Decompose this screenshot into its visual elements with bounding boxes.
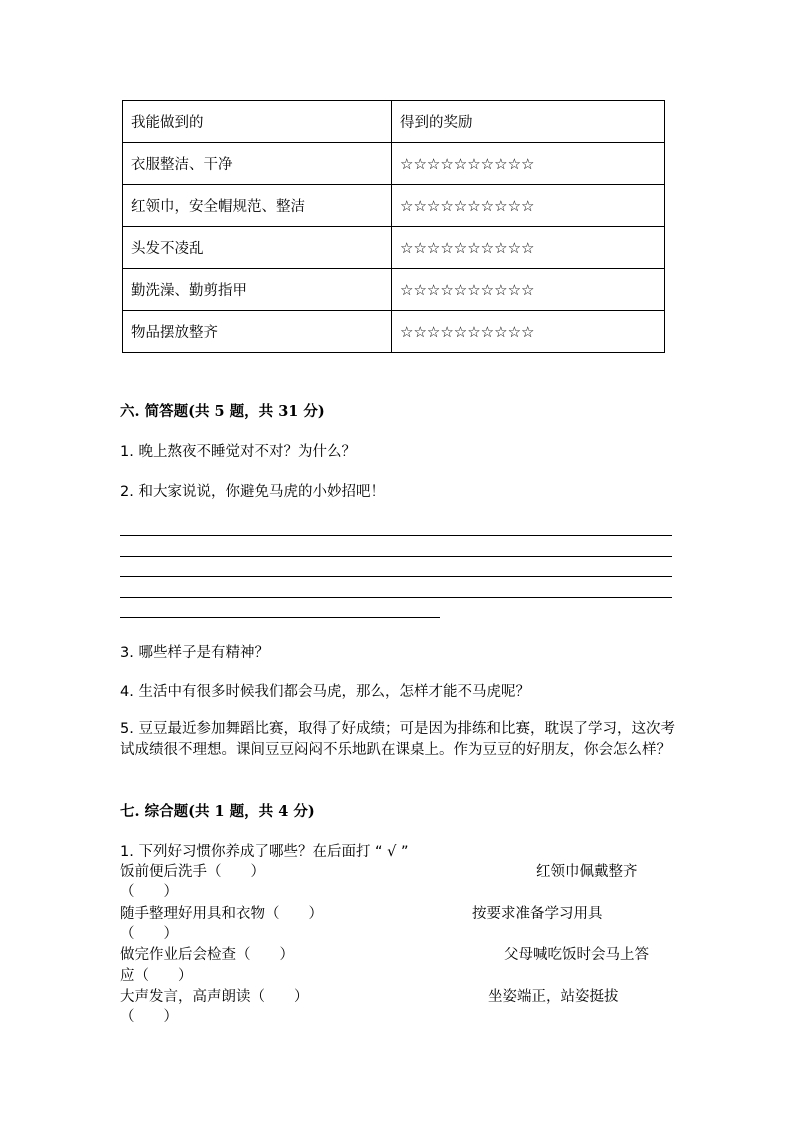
answer-line [120,617,440,618]
table-row [123,311,665,353]
table-row [123,269,665,311]
row-item: 物品摆放整齐 [123,311,392,353]
table-header-row [123,101,665,143]
section7-title: 七. 综合题(共 1 题，共 4 分) [120,803,315,820]
habit-item: （ ） [120,926,178,942]
header-reward: 得到的奖励 [392,101,665,143]
habit-item: 红领巾佩戴整齐 [536,864,638,880]
row-stars: ☆☆☆☆☆☆☆☆☆☆ [392,311,665,353]
answer-line [120,597,672,598]
section6-q3: 3. 哪些样子是有精神？ [120,645,269,661]
section7-q1: 1. 下列好习惯你养成了哪些？在后面打 “ √ ” [120,844,409,860]
row-stars: ☆☆☆☆☆☆☆☆☆☆ [392,185,665,227]
row-stars: ☆☆☆☆☆☆☆☆☆☆ [392,227,665,269]
row-item: 勤洗澡、勤剪指甲 [123,269,392,311]
reward-table [122,100,665,353]
habit-item: （ ） [120,884,178,900]
row-item: 头发不凌乱 [123,227,392,269]
row-item: 衣服整洁、干净 [123,143,392,185]
row-item: 红领巾，安全帽规范、整洁 [123,185,392,227]
answer-line [120,556,672,557]
section6-q2: 2. 和大家说说，你避免马虎的小妙招吧！ [120,484,385,500]
table-row [123,143,665,185]
section6-q5: 5. 豆豆最近参加舞蹈比赛，取得了好成绩；可是因为排练和比赛，耽误了学习，这次考试成绩很不理想。课间豆豆闷闷不乐地趴在课桌上。作为豆豆的好朋友，你会怎么样？ [120,721,675,758]
habit-item: 按要求准备学习用具 [472,906,603,922]
section6-q4: 4. 生活中有很多时候我们都会马虎，那么，怎样才能不马虎呢？ [120,684,530,700]
answer-line [120,535,672,536]
habit-item: 随手整理好用具和衣物（ ） [120,906,323,922]
section6-title: 六. 简答题(共 5 题，共 31 分) [120,403,325,420]
habit-item: 做完作业后会检查（ ） [120,947,294,963]
habit-item: （ ） [120,1009,178,1025]
habit-item: 父母喊吃饭时会马上答 [504,947,649,963]
habit-item: 大声发言，高声朗读（ ） [120,989,309,1005]
row-stars: ☆☆☆☆☆☆☆☆☆☆ [392,269,665,311]
table-row [123,185,665,227]
table-row [123,227,665,269]
answer-line [120,576,672,577]
row-stars: ☆☆☆☆☆☆☆☆☆☆ [392,143,665,185]
habit-item: 应（ ） [120,968,193,984]
header-can-do: 我能做到的 [123,101,392,143]
section6-q1: 1. 晚上熬夜不睡觉对不对？为什么？ [120,444,356,460]
habit-item: 坐姿端正，站姿挺拔 [488,989,619,1005]
habit-item: 饭前便后洗手（ ） [120,864,265,880]
